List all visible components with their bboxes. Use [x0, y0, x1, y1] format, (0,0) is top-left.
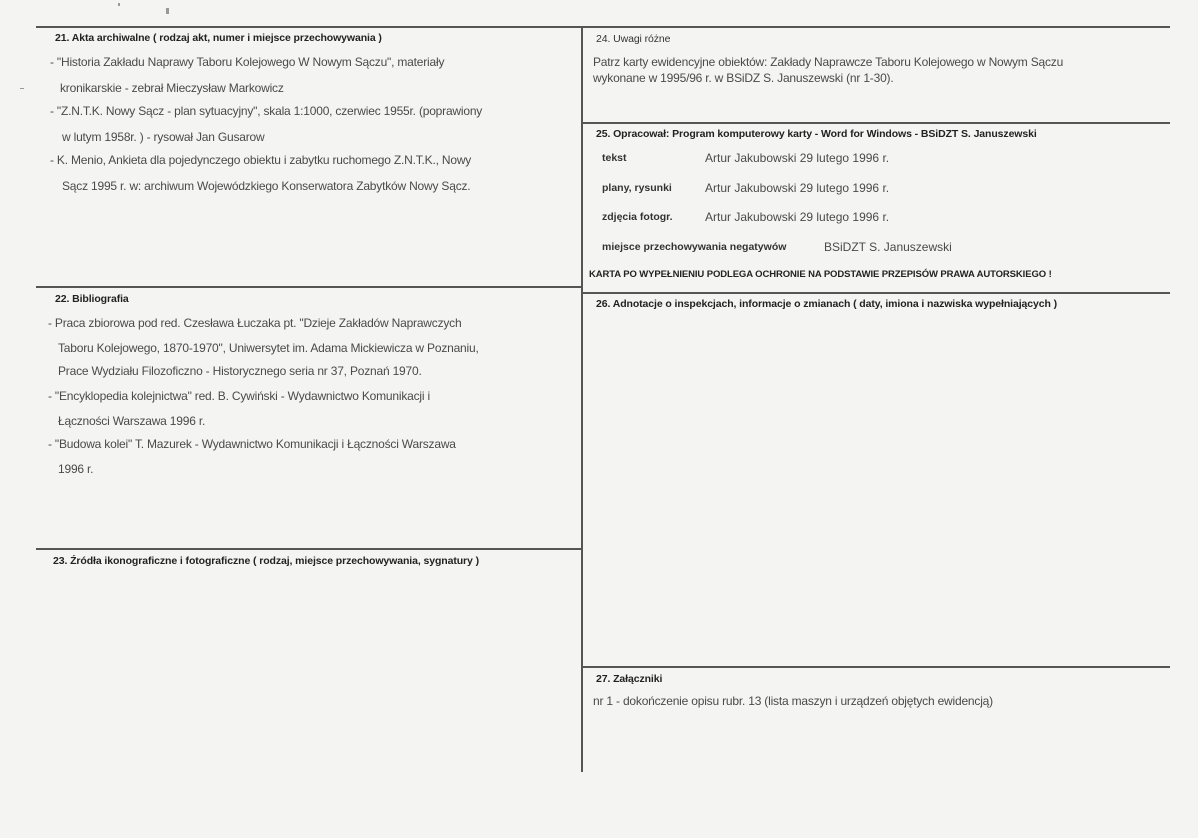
section-22-line-1: - Praca zbiorowa pod red. Czesława Łuczaka pt. "Dzieje Zakładów Naprawczych — [48, 316, 462, 330]
rule-27 — [582, 666, 1170, 668]
section-27-line-1: nr 1 - dokończenie opisu rubr. 13 (lista maszyn i urządzeń objętych ewidencją) — [593, 694, 993, 708]
section-21-line-3: - "Z.N.T.K. Nowy Sącz - plan sytuacyjny", skala 1:1000, czerwiec 1955r. (poprawiony — [50, 104, 483, 118]
author-row-label: zdjęcia fotogr. — [602, 211, 673, 223]
scan-speck — [118, 3, 120, 6]
section-24-header: 24. Uwagi różne — [596, 33, 671, 45]
section-21-line-5: - K. Menio, Ankieta dla pojedynczego obiektu i zabytku ruchomego Z.N.T.K., Nowy — [50, 153, 472, 167]
scan-speck — [166, 8, 169, 14]
rule-26 — [582, 292, 1170, 294]
section-22-line-7: 1996 r. — [58, 462, 94, 476]
rule-23 — [36, 548, 582, 550]
section-22-header: 22. Bibliografia — [55, 293, 129, 305]
section-24-line-1: Patrz karty ewidencyjne obiektów: Zakłady Naprawcze Taboru Kolejowego w Nowym Sączu — [593, 55, 1064, 69]
section-21-line-4: w lutym 1958r. ) - rysował Jan Gusarow — [62, 130, 265, 144]
center-divider — [581, 26, 583, 772]
section-27-header: 27. Załączniki — [596, 673, 663, 685]
negatives-value: BSiDZT S. Januszewski — [824, 240, 952, 254]
section-26-header: 26. Adnotacje o inspekcjach, informacje o zmianach ( daty, imiona i nazwiska wypełniających ) — [596, 298, 1058, 310]
rule-right-25 — [582, 122, 1170, 124]
section-22-line-6: - "Budowa kolei" T. Mazurek - Wydawnictwo Komunikacji i Łączności Warszawa — [48, 437, 456, 451]
section-25-header: 25. Opracował: Program komputerowy karty - Word for Windows - BSiDZT S. Januszewski — [596, 128, 1037, 140]
section-22-line-5: Łączności Warszawa 1996 r. — [58, 414, 206, 428]
author-row-label: plany, rysunki — [602, 182, 672, 194]
copyright-notice: KARTA PO WYPEŁNIENIU PODLEGA OCHRONIE NA PODSTAWIE PRZEPISÓW PRAWA AUTORSKIEGO ! — [589, 269, 1052, 280]
section-21-header: 21. Akta archiwalne ( rodzaj akt, numer i miejsce przechowywania ) — [55, 32, 382, 44]
author-row-value: Artur Jakubowski 29 lutego 1996 r. — [705, 210, 890, 224]
author-row-label: tekst — [602, 152, 627, 164]
negatives-label: miejsce przechowywania negatywów — [602, 241, 787, 253]
section-23-header: 23. Źródła ikonograficzne i fotograficzne ( rodzaj, miejsce przechowywania, sygnatury ) — [53, 555, 479, 567]
section-22-line-3: Prace Wydziału Filozoficzno - Historycznego seria nr 37, Poznań 1970. — [58, 364, 422, 378]
section-24-line-2: wykonane w 1995/96 r. w BSiDZ S. Januszewski (nr 1-30). — [593, 71, 894, 85]
section-21-line-1: - "Historia Zakładu Naprawy Taboru Kolejowego W Nowym Sączu", materiały — [50, 55, 445, 69]
section-22-line-2: Taboru Kolejowego, 1870-1970", Uniwersytet im. Adama Mickiewicza w Poznaniu, — [58, 341, 479, 355]
section-21-line-2: kronikarskie - zebrał Mieczysław Markowicz — [60, 81, 284, 95]
author-row-value: Artur Jakubowski 29 lutego 1996 r. — [705, 151, 890, 165]
section-21-line-6: Sącz 1995 r. w: archiwum Wojewódzkiego Konserwatora Zabytków Nowy Sącz. — [62, 179, 471, 193]
section-22-line-4: - "Encyklopedia kolejnictwa" red. B. Cywiński - Wydawnictwo Komunikacji i — [48, 389, 430, 403]
rule-22 — [36, 286, 582, 288]
author-row-value: Artur Jakubowski 29 lutego 1996 r. — [705, 181, 890, 195]
top-rule — [36, 26, 1170, 28]
scan-speck — [20, 88, 24, 89]
